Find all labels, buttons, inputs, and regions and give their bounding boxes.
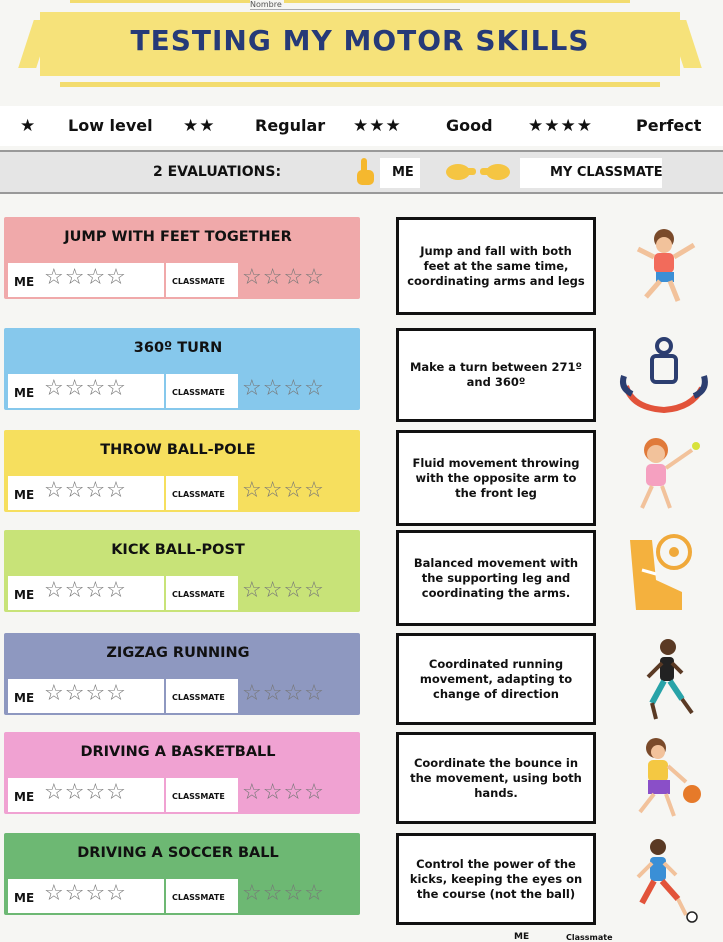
legend-stars-1: ★ [20, 116, 37, 136]
legend-label-3: Good [446, 116, 493, 135]
skill-title: JUMP WITH FEET TOGETHER [64, 229, 292, 245]
legend-stars-3: ★★★ [353, 116, 402, 136]
jumping-kid-icon [612, 217, 712, 307]
legend-label-2: Regular [255, 116, 326, 135]
skill-description: Fluid movement throwing with the opposite arm to the front leg [396, 430, 596, 526]
skill-title: DRIVING A SOCCER BALL [77, 845, 279, 861]
me-label: ME [14, 588, 35, 602]
classmate-label: CLASSMATE [172, 490, 225, 499]
skill-description: Balanced movement with the supporting leg and coordinating the arms. [396, 530, 596, 626]
legend-label-4: Perfect [636, 116, 702, 135]
skill-description: Control the power of the kicks, keeping the eyes on the course (not the ball) [396, 833, 596, 925]
pointing-hand-icon [352, 156, 378, 188]
me-star-rating[interactable]: ☆☆☆☆ [44, 881, 127, 906]
soccer-player-icon [612, 833, 712, 923]
legend-label-1: Low level [68, 116, 153, 135]
throwing-girl-icon [612, 430, 712, 520]
classmate-star-rating[interactable]: ☆☆☆☆ [242, 376, 325, 401]
classmate-star-rating[interactable]: ☆☆☆☆ [242, 681, 325, 706]
footer-classmate-label: Classmate [566, 933, 613, 942]
skill-description: Coordinated running movement, adapting to change of direction [396, 633, 596, 725]
classmate-label: CLASSMATE [172, 693, 225, 702]
me-star-rating[interactable]: ☆☆☆☆ [44, 478, 127, 503]
skill-title: ZIGZAG RUNNING [106, 645, 250, 661]
legend-stars-4: ★★★★ [528, 116, 593, 136]
classmate-star-rating[interactable]: ☆☆☆☆ [242, 478, 325, 503]
classmate-star-rating[interactable]: ☆☆☆☆ [242, 578, 325, 603]
skill-description: Jump and fall with both feet at the same time, coordinating arms and legs [396, 217, 596, 315]
name-field[interactable]: Nombre [250, 0, 460, 10]
runner-icon [612, 633, 712, 723]
basketball-player-icon [612, 732, 712, 822]
pointing-hands-icon [444, 160, 512, 184]
evaluations-bar [0, 150, 723, 194]
eval-classmate-label: MY CLASSMATE [550, 165, 663, 180]
classmate-label: CLASSMATE [172, 792, 225, 801]
kick-ball-icon [612, 530, 712, 620]
me-label: ME [14, 275, 35, 289]
me-star-rating[interactable]: ☆☆☆☆ [44, 376, 127, 401]
me-label: ME [14, 691, 35, 705]
page-title: TESTING MY MOTOR SKILLS [130, 24, 590, 57]
skill-title: THROW BALL-POLE [100, 442, 256, 458]
classmate-label: CLASSMATE [172, 277, 225, 286]
skill-title: KICK BALL-POST [111, 542, 245, 558]
classmate-label: CLASSMATE [172, 893, 225, 902]
title-underline [60, 82, 660, 87]
eval-me-label: ME [392, 165, 414, 180]
legend-bar [0, 106, 723, 146]
legend-stars-2: ★★ [183, 116, 216, 136]
me-label: ME [14, 790, 35, 804]
me-label: ME [14, 386, 35, 400]
classmate-star-rating[interactable]: ☆☆☆☆ [242, 881, 325, 906]
classmate-label: CLASSMATE [172, 388, 225, 397]
me-star-rating[interactable]: ☆☆☆☆ [44, 265, 127, 290]
skill-title: 360º TURN [133, 340, 223, 356]
skill-description: Make a turn between 271º and 360º [396, 328, 596, 422]
evaluations-label: 2 EVALUATIONS: [153, 164, 282, 180]
skill-description: Coordinate the bounce in the movement, using both hands. [396, 732, 596, 824]
me-label: ME [14, 488, 35, 502]
title-banner [40, 12, 680, 76]
me-star-rating[interactable]: ☆☆☆☆ [44, 780, 127, 805]
classmate-star-rating[interactable]: ☆☆☆☆ [242, 780, 325, 805]
skill-title: DRIVING A BASKETBALL [80, 744, 276, 760]
classmate-star-rating[interactable]: ☆☆☆☆ [242, 265, 325, 290]
me-star-rating[interactable]: ☆☆☆☆ [44, 681, 127, 706]
footer-me-label: ME [514, 932, 530, 942]
me-star-rating[interactable]: ☆☆☆☆ [44, 578, 127, 603]
me-label: ME [14, 891, 35, 905]
turn-360-icon [612, 328, 712, 418]
classmate-label: CLASSMATE [172, 590, 225, 599]
